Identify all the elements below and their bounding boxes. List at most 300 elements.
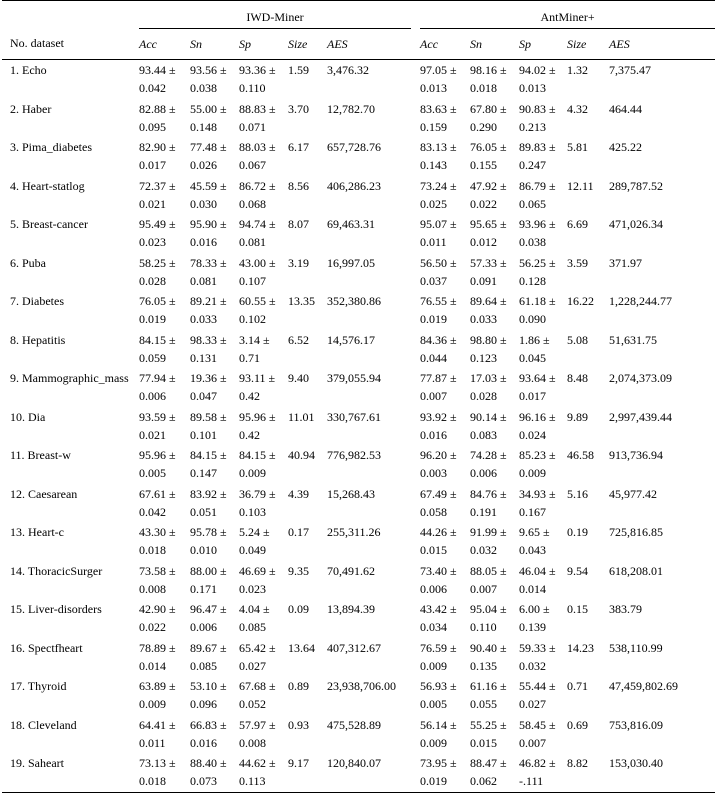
cell-mean: 96.47 ± bbox=[190, 602, 227, 616]
cell-mean: 86.79 ± bbox=[519, 178, 556, 193]
cell-sd: 0.147 bbox=[190, 466, 217, 480]
cell-iwd-aes: 657,728.76 bbox=[327, 140, 381, 154]
cell-sd: 0.028 bbox=[470, 389, 498, 403]
cell-mean: 46.82 ± bbox=[519, 756, 556, 770]
cell-sd: 0.071 bbox=[239, 119, 266, 134]
cell-mean: 45.59 ± bbox=[190, 178, 227, 193]
cell-ant-sn bbox=[470, 330, 519, 369]
cell-ant-acc bbox=[420, 176, 470, 215]
cell-sd: 0.067 bbox=[239, 158, 266, 172]
cell-ant-size: 12.11 bbox=[567, 178, 594, 193]
cell-sd: 0.012 bbox=[470, 235, 498, 249]
cell-sd: 0.015 bbox=[470, 735, 498, 750]
table-row bbox=[2, 137, 715, 176]
cell-iwd-sp bbox=[239, 484, 288, 523]
cell-iwd-acc bbox=[139, 291, 190, 330]
cell-ant-acc bbox=[420, 445, 470, 484]
cell-mean: 17.03 ± bbox=[470, 371, 507, 385]
table-row bbox=[2, 753, 715, 792]
cell-sd: 0.139 bbox=[519, 620, 547, 634]
cell-sd: 0.009 bbox=[239, 466, 266, 480]
cell-mean: 96.16 ± bbox=[519, 409, 556, 424]
cell-iwd-size: 13.35 bbox=[288, 294, 315, 308]
cell-mean: 67.68 ± bbox=[239, 679, 276, 693]
cell-iwd-acc bbox=[139, 715, 190, 754]
cell-ant-sn bbox=[470, 176, 519, 215]
cell-mean: 46.69 ± bbox=[239, 563, 276, 578]
cell-ant-sp bbox=[519, 291, 567, 330]
cell-iwd-acc bbox=[139, 676, 190, 715]
cell-ant-acc bbox=[420, 676, 470, 715]
cell-ant-sn bbox=[470, 99, 519, 138]
cell-sd: 0.71 bbox=[239, 350, 260, 365]
cell-sd: 0.016 bbox=[420, 427, 448, 442]
cell-ant-aes: 538,110.99 bbox=[609, 640, 663, 655]
cell-sd: 0.038 bbox=[519, 235, 547, 249]
cell-iwd-sn bbox=[190, 561, 239, 600]
dataset-name: 6. Puba bbox=[10, 255, 46, 270]
cell-mean: 43.30 ± bbox=[139, 525, 176, 539]
cell-iwd-acc bbox=[139, 445, 190, 484]
cell-iwd-sn bbox=[190, 176, 239, 215]
cell-ant-aes: 7,375.47 bbox=[609, 63, 652, 77]
cell-iwd-size: 0.09 bbox=[288, 602, 309, 616]
cell-sd: 0.017 bbox=[139, 158, 166, 172]
cell-sd: 0.006 bbox=[420, 581, 448, 596]
cell-ant-sp bbox=[519, 638, 567, 677]
cell-ant-acc bbox=[420, 638, 470, 677]
cell-mean: 55.00 ± bbox=[190, 101, 227, 116]
cell-mean: 9.65 ± bbox=[519, 525, 550, 539]
cell-iwd-size: 11.01 bbox=[288, 409, 315, 424]
cell-ant-sp bbox=[519, 330, 567, 369]
cell-iwd-sp bbox=[239, 60, 288, 99]
cell-iwd-acc bbox=[139, 561, 190, 600]
cell-mean: 55.44 ± bbox=[519, 679, 556, 693]
cell-ant-sn bbox=[470, 715, 519, 754]
cell-ant-acc bbox=[420, 715, 470, 754]
cell-ant-size: 6.69 bbox=[567, 217, 589, 231]
cell-iwd-aes: 379,055.94 bbox=[327, 371, 381, 385]
cell-iwd-aes: 13,894.39 bbox=[327, 602, 375, 616]
cell-ant-size: 8.48 bbox=[567, 371, 589, 385]
cell-sd: 0.167 bbox=[519, 504, 547, 519]
cell-sd: 0.021 bbox=[139, 196, 166, 211]
cell-sd: 0.065 bbox=[519, 196, 547, 211]
cell-iwd-sp bbox=[239, 676, 288, 715]
cell-sd: 0.003 bbox=[420, 466, 448, 480]
cell-mean: 95.65 ± bbox=[470, 217, 507, 231]
cell-sd: 0.045 bbox=[519, 350, 547, 365]
dataset-name: 7. Diabetes bbox=[10, 294, 64, 308]
cell-sd: 0.030 bbox=[190, 196, 217, 211]
cell-ant-aes: 2,997,439.44 bbox=[609, 409, 673, 424]
cell-mean: 89.83 ± bbox=[519, 140, 556, 154]
cell-mean: 95.96 ± bbox=[239, 409, 276, 424]
cell-mean: 73.13 ± bbox=[139, 756, 176, 770]
cell-sd: 0.062 bbox=[470, 774, 498, 788]
cell-mean: 93.56 ± bbox=[190, 63, 227, 77]
cell-mean: 77.94 ± bbox=[139, 371, 176, 385]
cell-sd: 0.113 bbox=[239, 774, 266, 788]
dataset-name: 4. Heart-statlog bbox=[10, 178, 85, 193]
cell-sd: 0.128 bbox=[519, 273, 547, 288]
cell-ant-sp bbox=[519, 715, 567, 754]
cell-sd: 0.110 bbox=[470, 620, 497, 634]
dataset-name: 9. Mammographic_mass bbox=[10, 371, 129, 385]
cell-sd: 0.005 bbox=[139, 466, 166, 480]
table-row bbox=[2, 561, 715, 600]
cell-iwd-sp bbox=[239, 176, 288, 215]
cell-ant-acc bbox=[420, 60, 470, 99]
cell-iwd-acc bbox=[139, 522, 190, 561]
cell-ant-aes: 51,631.75 bbox=[609, 332, 658, 347]
cell-ant-aes: 471,026.34 bbox=[609, 217, 664, 231]
col-ant-sn: Sn bbox=[470, 29, 519, 60]
cell-sd: 0.085 bbox=[239, 620, 266, 634]
cell-sd: 0.018 bbox=[139, 543, 166, 557]
cell-ant-sp bbox=[519, 522, 567, 561]
cell-mean: 88.03 ± bbox=[239, 140, 276, 154]
cell-mean: 42.90 ± bbox=[139, 602, 176, 616]
cell-sd: 0.032 bbox=[470, 543, 498, 557]
cell-sd: 0.009 bbox=[420, 658, 448, 673]
cell-ant-aes: 618,208.01 bbox=[609, 563, 664, 578]
cell-sd: 0.008 bbox=[239, 735, 266, 750]
cell-iwd-size: 0.93 bbox=[288, 717, 309, 732]
cell-mean: 78.33 ± bbox=[190, 255, 227, 270]
cell-ant-sn bbox=[470, 638, 519, 677]
table-row bbox=[2, 484, 715, 523]
cell-ant-acc bbox=[420, 599, 470, 638]
table-row bbox=[2, 522, 715, 561]
cell-mean: 73.24 ± bbox=[420, 178, 457, 193]
cell-iwd-aes: 16,997.05 bbox=[327, 255, 375, 270]
cell-ant-size: 4.32 bbox=[567, 101, 589, 116]
table-row bbox=[2, 368, 715, 407]
cell-mean: 93.92 ± bbox=[420, 409, 457, 424]
table-row bbox=[2, 330, 715, 369]
cell-iwd-aes: 120,840.07 bbox=[327, 753, 411, 792]
cell-mean: 93.59 ± bbox=[139, 409, 176, 424]
cell-ant-aes: 371.97 bbox=[609, 255, 643, 270]
dataset-name: 1. Echo bbox=[10, 63, 47, 77]
table-row bbox=[2, 407, 715, 446]
cell-ant-acc bbox=[420, 561, 470, 600]
table-row bbox=[2, 60, 715, 99]
cell-ant-sn bbox=[470, 291, 519, 330]
cell-iwd-sp bbox=[239, 137, 288, 176]
cell-iwd-sn bbox=[190, 715, 239, 754]
cell-sd: 0.090 bbox=[519, 312, 547, 326]
cell-ant-size: 8.82 bbox=[567, 753, 609, 792]
cell-ant-sp bbox=[519, 753, 567, 792]
cell-iwd-size: 6.17 bbox=[288, 140, 309, 154]
cell-mean: 83.92 ± bbox=[190, 486, 227, 501]
cell-sd: 0.290 bbox=[470, 119, 498, 134]
cell-sd: 0.081 bbox=[239, 235, 266, 249]
cell-mean: 34.93 ± bbox=[519, 486, 556, 501]
dataset-name: 18. Cleveland bbox=[10, 717, 77, 732]
cell-mean: 82.90 ± bbox=[139, 140, 176, 154]
cell-sd: 0.016 bbox=[190, 235, 217, 249]
cell-ant-sp bbox=[519, 445, 567, 484]
cell-mean: 73.95 ± bbox=[420, 756, 457, 770]
cell-mean: 63.89 ± bbox=[139, 679, 176, 693]
cell-ant-size: 5.16 bbox=[567, 486, 589, 501]
results-table bbox=[2, 0, 715, 793]
cell-iwd-size: 8.07 bbox=[288, 217, 309, 231]
cell-ant-acc bbox=[420, 368, 470, 407]
cell-mean: 84.76 ± bbox=[470, 486, 507, 501]
cell-mean: 77.48 ± bbox=[190, 140, 227, 154]
cell-sd: 0.007 bbox=[420, 389, 448, 403]
table-row bbox=[2, 99, 715, 138]
cell-ant-sp bbox=[519, 99, 567, 138]
cell-sd: 0.019 bbox=[420, 774, 448, 788]
table-row bbox=[2, 638, 715, 677]
cell-iwd-aes: 255,311.26 bbox=[327, 525, 381, 539]
cell-iwd-sn bbox=[190, 99, 239, 138]
cell-iwd-sp bbox=[239, 638, 288, 677]
cell-sd: 0.015 bbox=[420, 543, 448, 557]
cell-mean: 88.83 ± bbox=[239, 101, 276, 116]
cell-sd: -.111 bbox=[519, 774, 544, 788]
cell-sd: 0.052 bbox=[239, 697, 266, 711]
cell-mean: 89.64 ± bbox=[470, 294, 507, 308]
cell-iwd-sp bbox=[239, 599, 288, 638]
cell-mean: 67.49 ± bbox=[420, 486, 457, 501]
cell-ant-aes: 425.22 bbox=[609, 140, 643, 154]
cell-sd: 0.038 bbox=[190, 81, 217, 95]
cell-ant-sp bbox=[519, 176, 567, 215]
cell-sd: 0.159 bbox=[420, 119, 448, 134]
cell-ant-size: 9.89 bbox=[567, 409, 589, 424]
cell-sd: 0.022 bbox=[139, 620, 166, 634]
cell-sd: 0.016 bbox=[190, 735, 217, 750]
cell-iwd-sn bbox=[190, 60, 239, 99]
cell-ant-aes: 913,736.94 bbox=[609, 448, 664, 462]
dataset-name: 14. ThoracicSurger bbox=[10, 563, 103, 578]
cell-mean: 74.28 ± bbox=[470, 448, 507, 462]
cell-mean: 36.79 ± bbox=[239, 486, 276, 501]
cell-mean: 56.50 ± bbox=[420, 255, 457, 270]
cell-sd: 0.011 bbox=[420, 235, 447, 249]
cell-sd: 0.091 bbox=[470, 273, 498, 288]
cell-ant-aes: 45,977.42 bbox=[609, 486, 658, 501]
cell-sd: 0.051 bbox=[190, 504, 217, 519]
cell-ant-sp bbox=[519, 214, 567, 253]
cell-iwd-sp bbox=[239, 715, 288, 754]
cell-iwd-sn bbox=[190, 137, 239, 176]
cell-sd: 0.025 bbox=[420, 196, 448, 211]
cell-ant-acc bbox=[420, 522, 470, 561]
cell-iwd-size: 1.59 bbox=[288, 63, 309, 77]
cell-sd: 0.022 bbox=[470, 196, 498, 211]
cell-mean: 67.61 ± bbox=[139, 486, 176, 501]
cell-ant-sn bbox=[470, 368, 519, 407]
cell-mean: 1.86 ± bbox=[519, 332, 550, 347]
cell-ant-sn bbox=[470, 407, 519, 446]
cell-ant-aes: 47,459,802.69 bbox=[609, 679, 679, 693]
cell-mean: 58.45 ± bbox=[519, 717, 556, 732]
cell-mean: 95.78 ± bbox=[190, 525, 227, 539]
col-iwd-sp: Sp bbox=[239, 29, 288, 60]
cell-sd: 0.037 bbox=[420, 273, 448, 288]
cell-sd: 0.095 bbox=[139, 119, 166, 134]
cell-ant-acc bbox=[420, 407, 470, 446]
cell-sd: 0.007 bbox=[519, 735, 547, 750]
cell-ant-aes: 2,074,373.09 bbox=[609, 371, 673, 385]
cell-sd: 0.023 bbox=[239, 581, 266, 596]
cell-sd: 0.247 bbox=[519, 158, 547, 172]
cell-mean: 83.13 ± bbox=[420, 140, 457, 154]
cell-sd: 0.081 bbox=[190, 273, 217, 288]
cell-sd: 0.027 bbox=[239, 658, 266, 673]
cell-mean: 95.04 ± bbox=[470, 602, 507, 616]
table-row bbox=[2, 214, 715, 253]
cell-iwd-aes: 407,312.67 bbox=[327, 640, 381, 655]
cell-iwd-sn bbox=[190, 599, 239, 638]
cell-mean: 66.83 ± bbox=[190, 717, 227, 732]
cell-ant-size: 1.32 bbox=[567, 63, 589, 77]
cell-mean: 57.97 ± bbox=[239, 717, 276, 732]
cell-sd: 0.009 bbox=[139, 697, 166, 711]
cell-mean: 77.87 ± bbox=[420, 371, 457, 385]
cell-iwd-sn bbox=[190, 638, 239, 677]
cell-iwd-sn bbox=[190, 753, 239, 792]
table-body bbox=[2, 60, 715, 793]
cell-ant-sn bbox=[470, 599, 519, 638]
cell-iwd-aes: 14,576.17 bbox=[327, 332, 375, 347]
cell-ant-size: 0.69 bbox=[567, 717, 589, 732]
cell-sd: 0.073 bbox=[190, 774, 217, 788]
cell-ant-sp bbox=[519, 368, 567, 407]
cell-iwd-acc bbox=[139, 599, 190, 638]
cell-mean: 83.63 ± bbox=[420, 101, 457, 116]
cell-ant-sn bbox=[470, 445, 519, 484]
cell-ant-aes: 289,787.52 bbox=[609, 178, 664, 193]
cell-mean: 95.96 ± bbox=[139, 448, 176, 462]
cell-sd: 0.018 bbox=[139, 774, 166, 788]
cell-sd: 0.055 bbox=[470, 697, 498, 711]
cell-iwd-sp bbox=[239, 522, 288, 561]
cell-ant-size: 5.81 bbox=[567, 140, 589, 154]
cell-mean: 72.37 ± bbox=[139, 178, 176, 193]
cell-sd: 0.213 bbox=[519, 119, 547, 134]
cell-ant-sn bbox=[470, 522, 519, 561]
cell-mean: 76.55 ± bbox=[420, 294, 457, 308]
cell-ant-size: 9.54 bbox=[567, 563, 589, 578]
cell-mean: 4.04 ± bbox=[239, 602, 270, 616]
cell-iwd-acc bbox=[139, 214, 190, 253]
cell-iwd-sn bbox=[190, 291, 239, 330]
cell-sd: 0.014 bbox=[519, 581, 547, 596]
cell-ant-aes: 753,816.09 bbox=[609, 717, 664, 732]
col-iwd-aes: AES bbox=[327, 29, 411, 60]
cell-mean: 89.21 ± bbox=[190, 294, 227, 308]
cell-sd: 0.148 bbox=[190, 119, 217, 134]
cell-iwd-size: 0.89 bbox=[288, 679, 309, 693]
cell-mean: 73.40 ± bbox=[420, 563, 457, 578]
cell-mean: 5.24 ± bbox=[239, 525, 270, 539]
cell-mean: 60.55 ± bbox=[239, 294, 276, 308]
cell-sd: 0.101 bbox=[190, 427, 217, 442]
cell-ant-aes: 464.44 bbox=[609, 101, 643, 116]
cell-iwd-sp bbox=[239, 561, 288, 600]
table-row bbox=[2, 176, 715, 215]
cell-mean: 84.36 ± bbox=[420, 332, 457, 347]
cell-ant-acc bbox=[420, 484, 470, 523]
cell-iwd-aes: 3,476.32 bbox=[327, 63, 369, 77]
cell-ant-sp bbox=[519, 137, 567, 176]
cell-ant-size: 0.15 bbox=[567, 602, 589, 616]
cell-iwd-sp bbox=[239, 99, 288, 138]
cell-iwd-size: 9.40 bbox=[288, 371, 309, 385]
col-ant-aes: AES bbox=[609, 29, 715, 60]
cell-ant-sp bbox=[519, 599, 567, 638]
cell-ant-size: 0.19 bbox=[567, 525, 589, 539]
col-ant-size: Size bbox=[567, 29, 609, 60]
cell-sd: 0.42 bbox=[239, 389, 260, 403]
dataset-name: 8. Hepatitis bbox=[10, 332, 66, 347]
group-iwd-miner: IWD-Miner bbox=[139, 1, 411, 29]
cell-mean: 96.20 ± bbox=[420, 448, 457, 462]
dataset-name: 13. Heart-c bbox=[10, 525, 64, 539]
cell-ant-sn bbox=[470, 484, 519, 523]
cell-mean: 64.41 ± bbox=[139, 717, 176, 732]
cell-iwd-sn bbox=[190, 253, 239, 292]
cell-sd: 0.034 bbox=[420, 620, 448, 634]
cell-mean: 84.15 ± bbox=[139, 332, 176, 347]
cell-iwd-aes: 70,491.62 bbox=[327, 563, 375, 578]
cell-sd: 0.042 bbox=[139, 81, 166, 95]
cell-sd: 0.033 bbox=[190, 312, 217, 326]
table-row bbox=[2, 291, 715, 330]
col-iwd-sn: Sn bbox=[190, 29, 239, 60]
cell-iwd-aes: 12,782.70 bbox=[327, 101, 375, 116]
cell-ant-aes: 153,030.40 bbox=[609, 753, 715, 792]
cell-sd: 0.155 bbox=[470, 158, 498, 172]
cell-sd: 0.018 bbox=[470, 81, 498, 95]
cell-sd: 0.110 bbox=[239, 81, 266, 95]
cell-mean: 88.40 ± bbox=[190, 756, 227, 770]
cell-mean: 44.62 ± bbox=[239, 756, 276, 770]
cell-ant-acc bbox=[420, 137, 470, 176]
cell-ant-sp bbox=[519, 253, 567, 292]
cell-ant-aes: 383.79 bbox=[609, 602, 643, 616]
cell-iwd-size: 40.94 bbox=[288, 448, 315, 462]
cell-sd: 0.006 bbox=[190, 620, 217, 634]
cell-mean: 59.33 ± bbox=[519, 640, 556, 655]
cell-mean: 88.00 ± bbox=[190, 563, 227, 578]
dataset-name: 2. Haber bbox=[10, 101, 52, 116]
cell-sd: 0.191 bbox=[470, 504, 498, 519]
cell-mean: 58.25 ± bbox=[139, 255, 176, 270]
cell-sd: 0.007 bbox=[470, 581, 498, 596]
cell-ant-size: 14.23 bbox=[567, 640, 595, 655]
cell-iwd-acc bbox=[139, 253, 190, 292]
cell-iwd-acc bbox=[139, 368, 190, 407]
cell-mean: 90.83 ± bbox=[519, 101, 556, 116]
cell-iwd-acc bbox=[139, 638, 190, 677]
cell-mean: 67.80 ± bbox=[470, 101, 507, 116]
cell-mean: 93.64 ± bbox=[519, 371, 556, 385]
cell-ant-size: 16.22 bbox=[567, 294, 595, 308]
cell-sd: 0.026 bbox=[190, 158, 217, 172]
cell-sd: 0.135 bbox=[470, 658, 498, 673]
cell-sd: 0.058 bbox=[420, 504, 448, 519]
